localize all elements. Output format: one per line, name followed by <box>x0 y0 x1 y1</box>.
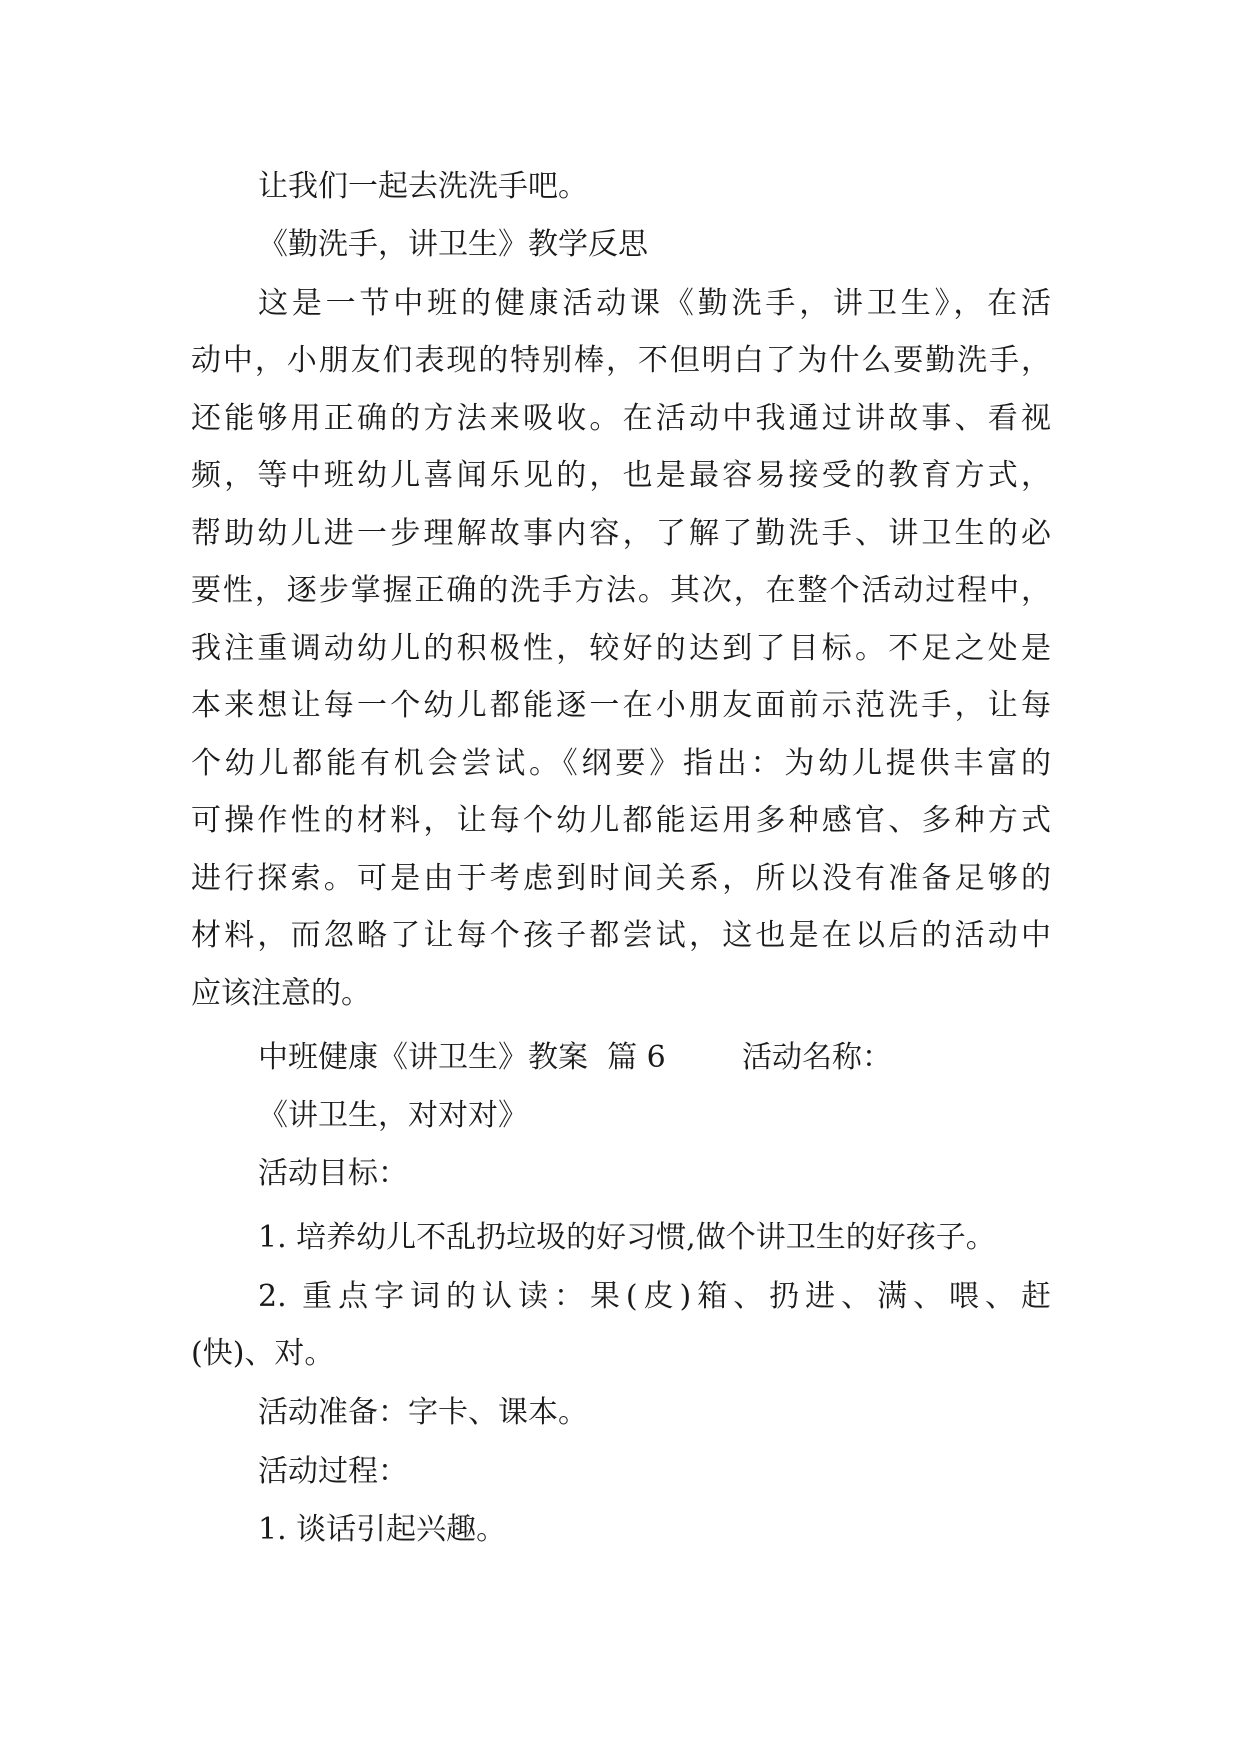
subheading: 活动目标： <box>258 1156 408 1191</box>
subheading: 活动过程： <box>258 1454 408 1489</box>
activity-title: 《讲卫生，对对对》 <box>258 1098 528 1133</box>
list-item: 2. 重点字词的认读：果(皮)箱、扔进、满、喂、赶 <box>258 1279 1051 1314</box>
paragraph-line: 可操作性的材料，让每个幼儿都能运用多种感官、多种方式 <box>191 803 1051 838</box>
paragraph-line: 还能够用正确的方法来吸收。在活动中我通过讲故事、看视 <box>191 401 1051 436</box>
list-item: 1. 培养幼儿不乱扔垃圾的好习惯,做个讲卫生的好孩子。 <box>258 1220 996 1255</box>
paragraph-line: 要性，逐步掌握正确的洗手方法。其次，在整个活动过程中， <box>191 573 1051 608</box>
section-heading: 中班健康《讲卫生》教案 篇 6 活动名称： <box>258 1040 892 1075</box>
paragraph-line: 进行探索。可是由于考虑到时间关系，所以没有准备足够的 <box>191 861 1051 896</box>
paragraph-line: 应该注意的。 <box>191 976 371 1011</box>
paragraph-line: 频，等中班幼儿喜闻乐见的，也是最容易接受的教育方式， <box>191 458 1051 493</box>
paragraph-line: 帮助幼儿进一步理解故事内容，了解了勤洗手、讲卫生的必 <box>191 516 1051 551</box>
list-item: 1. 谈话引起兴趣。 <box>258 1512 507 1547</box>
text-line: 让我们一起去洗洗手吧。 <box>258 169 588 204</box>
list-item-continuation: (快)、对。 <box>191 1336 335 1371</box>
section-heading: 《勤洗手，讲卫生》教学反思 <box>258 227 648 262</box>
paragraph-line: 个幼儿都能有机会尝试。《纲要》指出：为幼儿提供丰富的 <box>191 746 1051 781</box>
paragraph-line: 这是一节中班的健康活动课《勤洗手，讲卫生》，在活 <box>258 286 1051 321</box>
paragraph-line: 材料，而忽略了让每个孩子都尝试，这也是在以后的活动中 <box>191 918 1051 953</box>
paragraph-line: 本来想让每一个幼儿都能逐一在小朋友面前示范洗手，让每 <box>191 688 1051 723</box>
text-line: 活动准备：字卡、课本。 <box>258 1395 588 1430</box>
paragraph-line: 动中，小朋友们表现的特别棒，不但明白了为什么要勤洗手， <box>191 343 1051 378</box>
paragraph-line: 我注重调动幼儿的积极性，较好的达到了目标。不足之处是 <box>191 631 1051 666</box>
